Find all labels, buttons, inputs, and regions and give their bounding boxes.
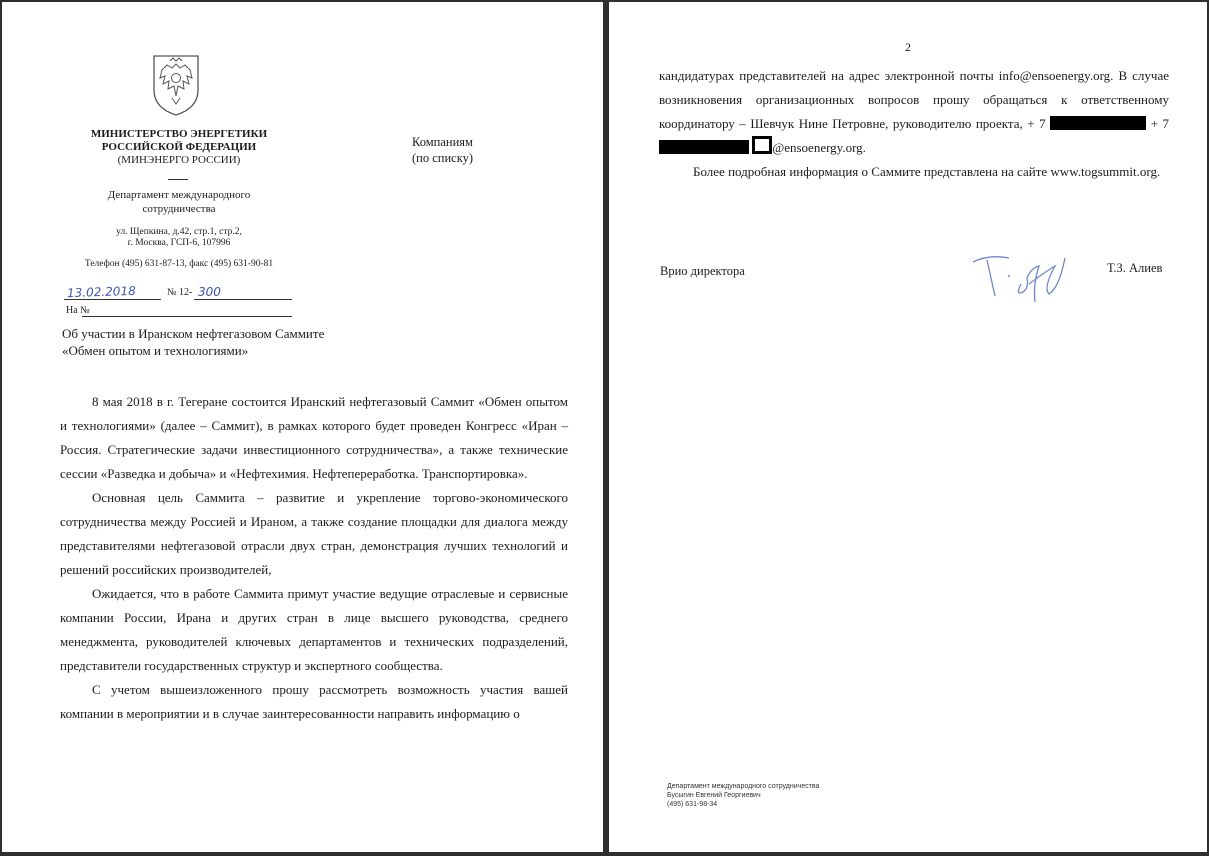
in-reply-label: На №	[66, 305, 90, 316]
department-name: Департамент международного сотрудничества	[107, 189, 251, 215]
signatory-name: Т.З. Алиев	[1107, 261, 1163, 275]
letter-page-1	[2, 2, 603, 852]
body-paragraph: кандидатурах представителей на адрес электронной почты info@ensoenergy.org. В случае возникновения организационных вопросов прошу обращаться к ответственному координатору – Шевчук Нине Петровне, руководителю проекта, + 7 + 7 @ensoenergy.org.	[659, 68, 1170, 155]
redacted-phone-1	[1050, 116, 1146, 130]
phone-fax: Телефон (495) 631-87-13, факс (495) 631-90-81	[84, 259, 274, 269]
handwritten-signature	[969, 244, 1079, 314]
body-paragraph: Ожидается, что в работе Саммита примут участие ведущие отраслевые и сервисные компании России, Ирана и других стран в лице высшего руководства, среднего менеджмента, руководителей ключевых департаментов и технических подразделений, представители государственных структур и экспертного сообщества.	[60, 586, 568, 673]
address: ул. Щепкина, д.42, стр.1, стр.2, г. Москва, ГСП-6, 107996	[116, 227, 242, 248]
recipient-block: Компаниям (по списку)	[412, 135, 474, 165]
body-paragraph: Основная цель Саммита – развитие и укрепление торгово-экономического сотрудничества между Россией и Ираном, а также создание площадки для диалога между представителями нефтегазовой отрасли двух стран, демонстрация лучших технологий и решений российских производителей,	[60, 490, 568, 577]
letter-body	[60, 390, 568, 726]
ministry-short-name: (МИНЭНЕРГО РОССИИ)	[117, 154, 241, 166]
letter-subject: Об участии в Иранском нефтегазовом Саммите «Обмен опытом и технологиями»	[62, 326, 325, 358]
date-underline	[64, 299, 161, 300]
letter-body-continued	[659, 64, 1169, 184]
coat-of-arms-emblem	[148, 52, 204, 118]
executor-info: Департамент международного сотрудничества Бусыгин Евгений Георгиевич (495) 631-98-34	[667, 783, 820, 808]
redacted-email-part	[752, 136, 772, 154]
handwritten-date: 13.02.2018	[66, 283, 136, 301]
body-paragraph: С учетом вышеизложенного прошу рассмотреть возможность участия вашей компании в мероприятии и в случае заинтересованности направить информацию о	[60, 682, 568, 721]
handwritten-ref-number: 300	[198, 285, 221, 299]
page-number: 2	[905, 40, 911, 54]
signatory-title: Врио директора	[660, 264, 745, 278]
letter-page-2	[609, 2, 1207, 852]
redacted-phone-2	[659, 140, 749, 154]
body-paragraph: Более подробная информация о Саммите представлена на сайте www.togsummit.org.	[693, 164, 1161, 179]
in-reply-underline	[82, 316, 292, 317]
ministry-name: МИНИСТЕРСТВО ЭНЕРГЕТИКИ РОССИЙСКОЙ ФЕДЕРАЦИИ	[90, 128, 268, 153]
header-divider	[168, 179, 188, 180]
ref-number-underline	[194, 299, 292, 300]
ref-number-label: № 12-	[167, 287, 193, 298]
body-paragraph: 8 мая 2018 в г. Тегеране состоится Иранский нефтегазовый Саммит «Обмен опытом и технологиями» (далее – Саммит), в рамках которого будет проведен Конгресс «Иран – Россия. Стратегические задачи инвестиционного сотрудничества», а также технические сессии «Разведка и добыча» и «Нефтехимия. Нефтепереработка. Транспортировка».	[60, 394, 568, 481]
